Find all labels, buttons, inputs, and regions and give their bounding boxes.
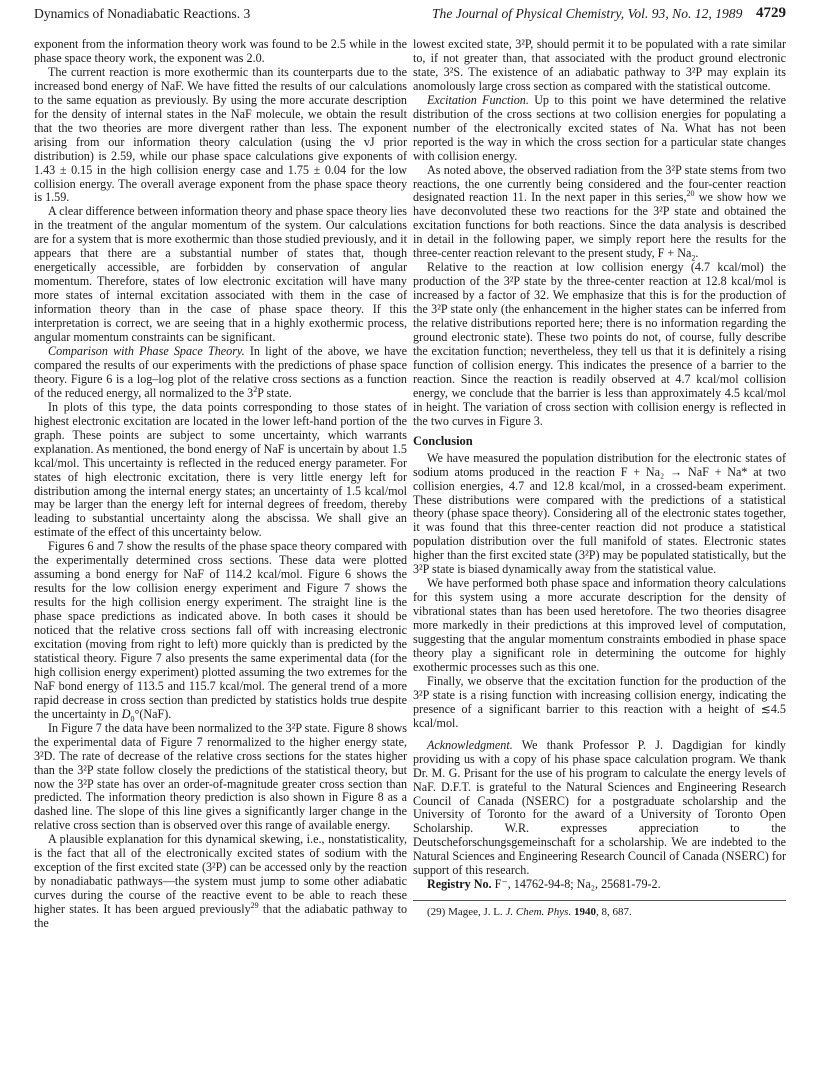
paragraph: Finally, we observe that the excitation function for the production of the 3²P state is a rising function with increasing collision energy, indicating the presence of a significant barrier to this reaction with a height of ≲4.5 kcal/mol. — [413, 673, 786, 730]
run-in-heading: Excitation Function. — [427, 92, 529, 107]
paragraph: In plots of this type, the data points corresponding to those states of highest electronic excitation are located in the lower left-hand portion of the graph. These points are subject to some uncertainty, which warrants explanation. As mentioned, the bond energy of NaF is uncertain by about 1.5 kcal/mol. This uncertainty is reflected in the reduced energy parameter. For states of high electronic excitation, there is very little energy left for distribution among the internal energy states; an uncertainty of 1.5 kcal/mol may be larger than the energy left for internal degrees of freedom, thereby leading to substantial uncertainty along the abscissa. We shall give an estimate of the effect of this uncertainty below. — [34, 399, 407, 540]
paragraph: The current reaction is more exothermic than its counterparts due to the increased bond energy of NaF. We have fitted the results of our calculations to the same equation as previously. By using the more accurate description for the density of internal states in the NaF molecule, we obtain the result that the two theories are more divergent rather than less. The exponent arising from our information theory calculation (using the vJ prior distribution) is 2.59, while our phase space calculations give exponents of 1.43 ± 0.15 in the high collision energy case and 1.75 ± 0.04 for the low collision energy. The overall average exponent from the phase space theory is 1.59. — [34, 64, 407, 205]
footnote-divider — [413, 900, 786, 901]
run-in-heading: Comparison with Phase Space Theory. — [48, 343, 245, 358]
right-column — [413, 38, 786, 919]
text-run: Up to this point we have determined the relative distribution of the cross sections at two collision energies for populating a number of the electronically excited states of Na. What has not been reported is the way in which the cross section for a particular state changes with collision energy. — [413, 92, 787, 163]
text-run: °(NaF). — [134, 706, 172, 721]
text-run: A plausible explanation for this dynamical skewing, i.e., nonstatisticality, is the fact that all of the electronically excited states of sodium with the exception of the first excited state (3²P) can be accessed only by the reaction by nonadiabatic pathways—the system must jump to some other adiabatic curves during the course of the reactive event to be able to reach these higher states. It has been argued previously — [34, 832, 407, 917]
running-title: Dynamics of Nonadiabatic Reactions. 3 — [34, 6, 251, 21]
reference-authors: Magee, J. L. — [445, 906, 506, 919]
paragraph: In Figure 7 the data have been normalized to the 3²P state. Figure 8 shows the experimental data of Figure 7 renormalized to the higher energy state, 3²D. The rate of decrease of the relative cross sections for the states higher than the 3²P state follow closely the predictions of the statistical theory, but now the 3²P state has over an order-of-magnitude greater cross section than predicted. The information theory prediction is also shown in Figure 8 as a dashed line. The slope of this line gives a significantly larger change in the relative cross section than is observed over this range of available energy. — [34, 720, 407, 833]
paragraph: We have measured the population distribution for the electronic states of sodium atoms produced in the reaction F + Na₂ → NaF + Na* at two collision energies, 4.7 and 12.8 kcal/mol, in a crossed-beam experiment. These distributions were compared with the predictions of a statistical theory (phase space theory). Considering all of the electronic states together, it was found that this three-center reaction did not produce a statistical population distribution over the full manifold of states. Electronic states higher than the first excited state (3²P) may be populated statistically, but the 3²P state is biased dynamically away from the statistical value. — [413, 450, 786, 577]
symbol: D — [121, 706, 131, 721]
superscript: 2 — [253, 384, 258, 394]
paragraph — [34, 539, 407, 724]
subscript: 2 — [691, 253, 696, 263]
text-run: that the adiabatic pathway to the — [34, 902, 408, 931]
paragraph — [413, 94, 786, 164]
subscript: 0 — [130, 714, 135, 724]
text-run: In light of the above, we have compared the results of our experiments with the predictions of phase space theory. Figure 6 is a log–log plot of the relative cross sections as a function of the reduced energy, all normalized to the 3 — [34, 343, 407, 400]
registry-numbers — [413, 878, 786, 892]
citation-superscript: 29 — [250, 901, 259, 911]
paragraph — [34, 345, 407, 401]
text-run: Figures 6 and 7 show the results of the phase space theory compared with the experimentally determined cross sections. These data were plotted assuming a bond energy for NaF of 114.2 kcal/mol. Figure 6 shows the results for the low collision energy experiment and Figure 7 shows the results for the high collision energy experiment. The straight line is the phase space predictions as indicated above. In both cases it should be noticed that the relative cross sections fall off with increasing electronic excitation (moving from right to left) more quickly than is predicted by the statistical theory. Figure 7 also presents the same experimental data (for the high collision energy experiment) plotted assuming the two extremes for the NaF bond energy of 113.5 and 115.7 kcal/mol. The general trend of a more rapid decrease in cross section than predicted by statistics holds true despite the uncertainty in — [34, 539, 407, 721]
run-in-heading: Registry No. — [427, 877, 492, 892]
paragraph: We have performed both phase space and information theory calculations for this system using a more accurate description for the density of vibrational states than has been used heretofore. The two theories disagree more markedly in their predictions at this improved level of computation, suggesting that the angular momentum constraints embodied in phase space theory play a significant role in determining the outcome for highly exothermic processes such as this one. — [413, 576, 786, 674]
reference-number: (29) — [427, 906, 446, 919]
section-heading-conclusion: Conclusion — [413, 433, 473, 448]
citation-superscript: 20 — [686, 189, 695, 199]
text-run: . — [695, 246, 699, 261]
page-number: 4729 — [756, 5, 786, 21]
paragraph: lowest excited state, 3²P, should permit it to be populated with a rate similar to, if not greater than, that associated with the product ground electronic state, 3²S. The existence of an adiabatic pathway to 3²P may explain its anomolously large cross section as compared with the statistical outcome. — [413, 37, 786, 93]
reference-year: 1940 — [571, 906, 596, 919]
reference-volume-pages: , 8, 687. — [595, 906, 632, 919]
text-run: As noted above, the observed radiation from the 3²P state stems from two reactions, the one currently being considered and the four-center reaction designated reaction 11. In the next paper in this series, — [413, 162, 786, 205]
acknowledgment — [413, 739, 786, 879]
paragraph — [34, 833, 407, 931]
reference-29 — [413, 906, 786, 919]
paragraph: exponent from the information theory work was found to be 2.5 while in the phase space theory work, the exponent was 2.0. — [34, 37, 407, 65]
reference-journal: J. Chem. Phys. — [505, 906, 572, 919]
run-in-heading: Acknowledgment. — [427, 737, 513, 752]
text-run: F⁻, 14762-94-8; Na₂, 25681-79-2. — [491, 877, 661, 892]
text-run: We thank Professor P. J. Dagdigian for kindly providing us with a copy of his phase space calculation program. We thank Dr. M. G. Prisant for the use of his program to calculate the energy levels of NaF. D.F.T. is grateful to the Natural Sciences and Engineering Research Council of Canada (NSERC) for a postgraduate scholarship and the University of Toronto for the award of a University of Toronto Open Scholarship. W.R. expresses appreciation to the Deutscheforschungsgemeinschaft for a scholarship. We are indebted to the Natural Sciences and Engineering Research Council of Canada (NSERC) for support of this research. — [413, 737, 786, 878]
paragraph: Relative to the reaction at low collision energy (4.7 kcal/mol) the production of the 3²P state by the three-center reaction at 12.8 kcal/mol is increased by a factor of 32. We emphasize that this is for the production of the 3²P state only (the enhancement in the higher states can be inferred from the relative distributions reported here; there is no information regarding the ground electronic state). These two points do not, of course, fully describe the excitation function; nevertheless, they tell us that it is definitely a rising function of collision energy. This indicates the presence of a barrier to the reaction. Since the reaction is readily observed at 4.7 kcal/mol collision energy, we conclude that the barrier is less than approximately 4.5 kcal/mol in height. The variation of cross section with collision energy is reflected in the two curves in Figure 3. — [413, 260, 786, 428]
text-run: P state. — [257, 385, 292, 400]
text-run: we show how we have deconvoluted these two reactions for the 3²P state and obtained the excitation functions for both reactions. Since the data analysis is described in detail in the following paper, we simply report here the results for the three-center reaction relevant to the present study, F + Na — [413, 190, 786, 261]
running-header — [0, 4, 820, 28]
journal-citation: The Journal of Physical Chemistry, Vol. 93, No. 12, 1989 — [432, 6, 743, 21]
paragraph: A clear difference between information theory and phase space theory lies in the treatment of the angular momentum of the system. Our calculations are for a system that is more exothermic than those studied previously, and it appears that there are a substantial number of states that, though energetically accessible, are forbidden by conservation of angular momentum. Therefore, states of low electronic excitation will have many more states of internal excitation associated with them in the case of information theory than in the case of phase space theory. If this interpretation is correct, we are seeing that in a highly exothermic process, angular momentum constraints can be significant. — [34, 204, 407, 345]
left-column — [34, 38, 407, 931]
paragraph — [413, 164, 786, 262]
